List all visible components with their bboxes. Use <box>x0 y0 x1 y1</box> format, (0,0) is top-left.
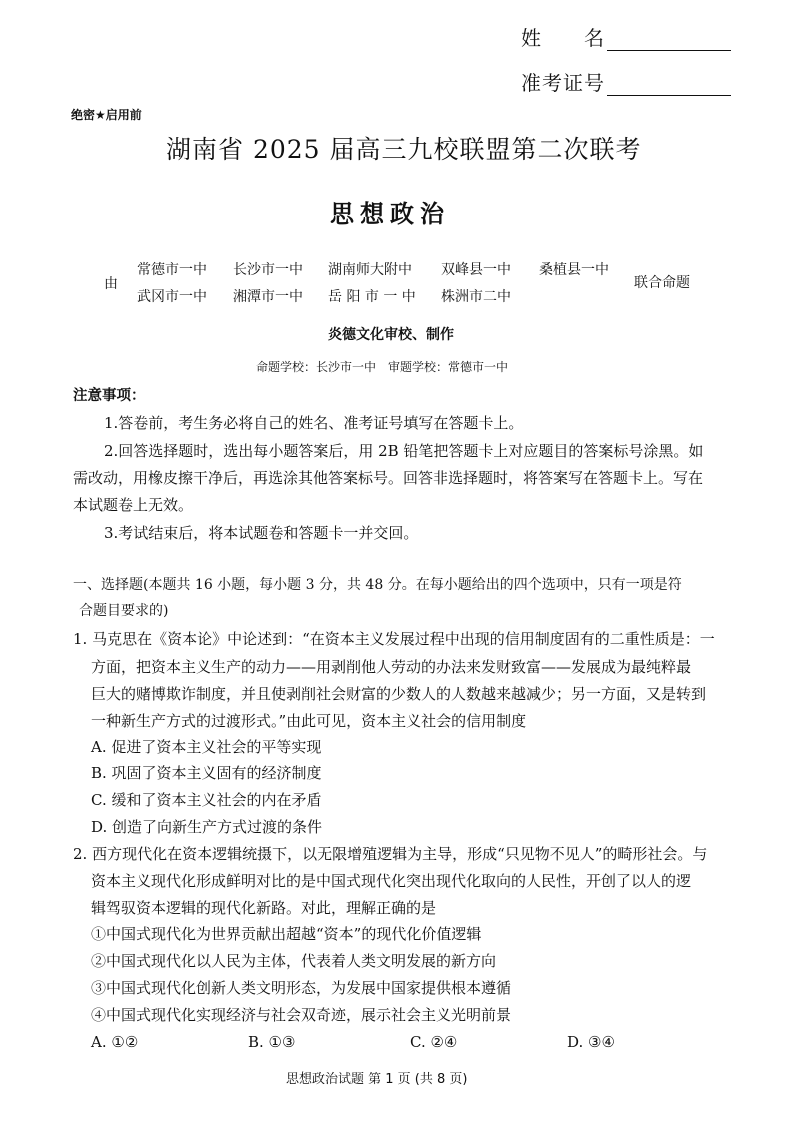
exam-id-label: 准考证号 <box>521 71 605 95</box>
q2-option-b: B. ①③ <box>248 1033 296 1051</box>
review-line: 炎德文化审校、制作 <box>328 327 454 343</box>
q2-statement: ④中国式现代化实现经济与社会双奇迹，展示社会主义光明前景 <box>91 1006 512 1024</box>
notes-title: 注意事项： <box>73 388 146 404</box>
section-header: 一、选择题(本题共 16 小题，每小题 3 分，共 48 分。在每小题给出的四个选项中，只有一项是符 <box>73 577 682 593</box>
name-label: 姓 名 <box>521 26 605 50</box>
q1-option-a: A. 促进了资本主义社会的平等实现 <box>91 738 322 756</box>
school-item: 桑植县一中 <box>539 262 609 278</box>
name-underline[interactable] <box>607 30 731 51</box>
school-item: 双峰县一中 <box>441 262 511 278</box>
school-item: 岳 阳 市 一 中 <box>328 289 416 305</box>
question-1-line: 巨大的赌博欺诈制度，并且使剥削社会财富的少数人的人数越来越减少；另一方面，又是转到 <box>91 685 707 703</box>
school-item: 常德市一中 <box>137 262 207 278</box>
note-line: 3.考试结束后，将本试题卷和答题卡一并交回。 <box>104 524 419 542</box>
note-line: 1.答卷前，考生务必将自己的姓名、准考证号填写在答题卡上。 <box>104 414 524 432</box>
q1-option-c: C. 缓和了资本主义社会的内在矛盾 <box>91 791 322 809</box>
question-2-line: 辑驾驭资本逻辑的现代化新路。对此，理解正确的是 <box>91 899 437 917</box>
proposer-line: 命题学校：长沙市一中 审题学校：常德市一中 <box>256 360 509 374</box>
school-item: 湖南师大附中 <box>328 262 412 278</box>
question-1-line: 方面，把资本主义生产的动力——用剥削他人劳动的办法来发财致富——发展成为最纯粹最 <box>91 658 692 676</box>
note-line: 需改动，用橡皮擦干净后，再选涂其他答案标号。回答非选择题时，将答案写在答题卡上。写在 <box>73 469 704 487</box>
school-item: 武冈市一中 <box>137 289 207 305</box>
question-2-line: 2. 西方现代化在资本逻辑统摄下，以无限增殖逻辑为主导，形成“只见物不见人”的畸形社会。与 <box>73 845 708 863</box>
q2-option-d: D. ③④ <box>567 1033 615 1051</box>
question-1-line: 1. 马克思在《资本论》中论述到：“在资本主义发展过程中出现的信用制度固有的二重性质是：一 <box>73 630 715 648</box>
exam-id-underline[interactable] <box>607 75 731 96</box>
q2-statement: ③中国式现代化创新人类文明形态，为发展中国家提供根本遵循 <box>91 979 512 997</box>
name-field[interactable] <box>521 22 731 51</box>
note-line: 本试题卷上无效。 <box>73 496 194 514</box>
q2-option-c: C. ②④ <box>410 1033 458 1051</box>
section-header-line <box>73 574 682 594</box>
q1-option-d: D. 创造了向新生产方式过渡的条件 <box>91 818 323 836</box>
school-item: 湘潭市一中 <box>233 289 303 305</box>
note-line: 2.回答选择题时，选出每小题答案后，用 2B 铅笔把答题卡上对应题目的答案标号涂黑。如 <box>104 442 704 460</box>
question-1-line: 一种新生产方式的过渡形式。”由此可见，资本主义社会的信用制度 <box>91 712 527 730</box>
q1-option-b: B. 巩固了资本主义固有的经济制度 <box>91 764 322 782</box>
question-2-line: 资本主义现代化形成鲜明对比的是中国式现代化突出现代化取向的人民性，开创了以人的逻 <box>91 872 692 890</box>
exam-title: 湖南省 2025 届高三九校联盟第二次联考 <box>166 135 642 164</box>
page-footer: 思想政治试题 第 1 页 (共 8 页) <box>286 1072 468 1087</box>
q2-statement: ②中国式现代化以人民为主体，代表着人类文明发展的新方向 <box>91 952 497 970</box>
schools-suffix: 联合命题 <box>634 275 690 291</box>
school-item: 长沙市一中 <box>233 262 303 278</box>
school-item: 株洲市二中 <box>441 289 511 305</box>
exam-id-field[interactable] <box>521 67 731 96</box>
secret-mark: 绝密★启用前 <box>71 108 142 122</box>
q2-option-a: A. ①② <box>91 1033 139 1051</box>
q2-statement: ①中国式现代化为世界贡献出超越“资本”的现代化价值逻辑 <box>91 925 482 943</box>
subject-title: 思想政治 <box>330 200 450 228</box>
schools-prefix: 由 <box>104 276 118 292</box>
section-header-cont: 合题目要求的) <box>79 603 169 619</box>
